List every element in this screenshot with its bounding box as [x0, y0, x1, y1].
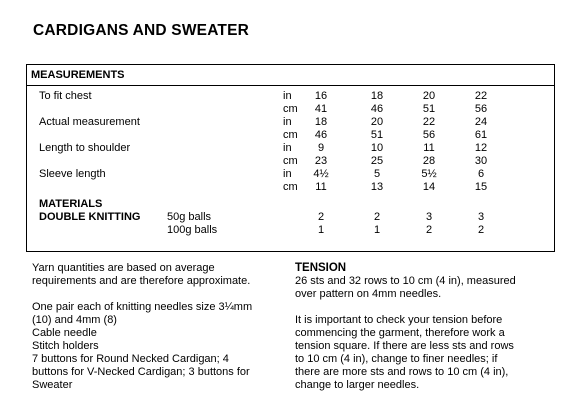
materials-value: 3: [425, 211, 433, 223]
measurement-value: 18: [314, 116, 328, 128]
measurement-value: 14: [422, 181, 436, 193]
materials-value: 2: [317, 211, 325, 223]
measurement-value: 51: [370, 129, 384, 141]
measurement-value: 20: [422, 90, 436, 102]
measurement-unit: in: [283, 90, 292, 102]
measurement-value: 25: [370, 155, 384, 167]
measurement-unit: cm: [283, 103, 298, 115]
measurement-value: 23: [314, 155, 328, 167]
materials-value: 1: [373, 224, 381, 236]
measurement-value: 4½: [313, 168, 329, 180]
needles-line: One pair each of knitting needles size 3¼mm: [32, 301, 253, 313]
measurement-value: 18: [370, 90, 384, 102]
needles-line: (10) and 4mm (8): [32, 314, 117, 326]
tension-line: there are more sts and rows to 10 cm (4 in),: [295, 366, 509, 378]
materials-value: 1: [317, 224, 325, 236]
materials-label: 50g balls: [167, 211, 212, 223]
measurement-unit: cm: [283, 129, 298, 141]
measurement-row: [27, 181, 554, 194]
heading-divider: [27, 85, 554, 86]
measurement-row: [27, 142, 554, 155]
measurement-value: 12: [474, 142, 488, 154]
materials-heading: MATERIALS: [39, 198, 103, 210]
measurement-value: 28: [422, 155, 436, 167]
tension-line: It is important to check your tension before: [295, 314, 503, 326]
tension-column: [295, 262, 545, 405]
measurement-unit: in: [283, 116, 292, 128]
measurement-label: Actual measurement: [39, 116, 140, 128]
yarn-note: [32, 262, 280, 288]
measurement-value: 41: [314, 103, 328, 115]
measurement-label: To fit chest: [39, 90, 92, 102]
materials-value: 3: [477, 211, 485, 223]
measurement-value: 46: [314, 129, 328, 141]
materials-value: 2: [477, 224, 485, 236]
tension-line: 26 sts and 32 rows to 10 cm (4 in), measured: [295, 275, 516, 287]
measurement-value: 15: [474, 181, 488, 193]
measurement-label: Length to shoulder: [39, 142, 131, 154]
measurement-value: 11: [315, 181, 327, 193]
notes-column: [32, 262, 280, 405]
needles-line: 7 buttons for Round Necked Cardigan; 4: [32, 353, 229, 365]
tension-line: tension square. If there are less sts and rows: [295, 340, 514, 352]
measurement-row: [27, 168, 554, 181]
measurements-heading: MEASUREMENTS: [31, 69, 125, 81]
materials-value: 2: [425, 224, 433, 236]
tension-line: change to larger needles.: [295, 379, 420, 391]
measurement-row: [27, 90, 554, 103]
measurement-row: [27, 155, 554, 168]
materials-label: 100g balls: [167, 224, 218, 236]
measurement-unit: in: [283, 168, 292, 180]
measurement-value: 9: [317, 142, 325, 154]
measurement-unit: in: [283, 142, 292, 154]
needles-line: Stitch holders: [32, 340, 99, 352]
measurement-value: 46: [370, 103, 384, 115]
tension-para-1: [295, 275, 545, 301]
measurement-value: 16: [314, 90, 328, 102]
measurement-value: 56: [474, 103, 488, 115]
measurement-value: 13: [370, 181, 384, 193]
measurement-value: 5½: [421, 168, 437, 180]
measurement-value: 24: [474, 116, 488, 128]
measurement-value: 6: [477, 168, 485, 180]
measurements-box: [26, 64, 555, 252]
measurement-value: 22: [474, 90, 488, 102]
tension-line: to 10 cm (4 in), change to finer needles; if: [295, 353, 498, 365]
needles-line: Sweater: [32, 379, 73, 391]
measurement-row: [27, 116, 554, 129]
measurement-value: 11: [423, 142, 435, 154]
measurement-unit: cm: [283, 155, 298, 167]
tension-line: over pattern on 4mm needles.: [295, 288, 442, 300]
yarn-note-line: Yarn quantities are based on average: [32, 262, 215, 274]
needles-list: [32, 301, 280, 392]
materials-subheading: DOUBLE KNITTING: [39, 211, 141, 223]
measurement-label: Sleeve length: [39, 168, 106, 180]
measurement-row: [27, 103, 554, 116]
needles-line: buttons for V-Necked Cardigan; 3 buttons for: [32, 366, 250, 378]
measurement-value: 20: [370, 116, 384, 128]
measurement-value: 30: [474, 155, 488, 167]
materials-row: [27, 211, 554, 224]
measurement-unit: cm: [283, 181, 298, 193]
measurement-value: 22: [422, 116, 436, 128]
measurement-row: [27, 129, 554, 142]
tension-heading: TENSION: [295, 262, 347, 274]
measurement-value: 56: [422, 129, 436, 141]
measurement-value: 51: [422, 103, 436, 115]
page-title: CARDIGANS AND SWEATER: [33, 22, 250, 39]
yarn-note-line: requirements and are therefore approximate.: [32, 275, 251, 287]
measurement-value: 5: [373, 168, 381, 180]
tension-para-2: [295, 314, 545, 392]
needles-line: Cable needle: [32, 327, 97, 339]
materials-row: [27, 224, 554, 237]
materials-value: 2: [373, 211, 381, 223]
measurement-value: 10: [370, 142, 384, 154]
measurement-value: 61: [474, 129, 488, 141]
tension-line: commencing the garment, therefore work a: [295, 327, 505, 339]
